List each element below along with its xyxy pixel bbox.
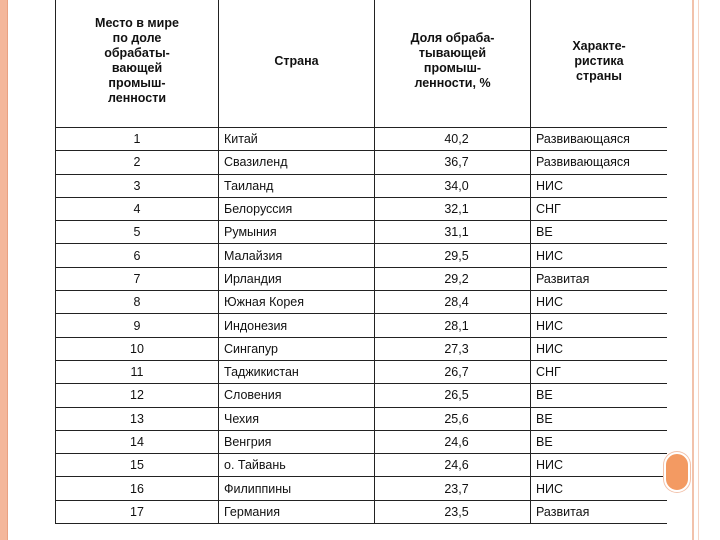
table-header-row — [56, 0, 668, 128]
header-type — [531, 0, 668, 128]
slide-nav-dot[interactable] — [664, 452, 690, 492]
table-row — [56, 337, 668, 360]
cell-country: Германия — [219, 500, 375, 523]
cell-country: Малайзия — [219, 244, 375, 267]
header-type-line: Характе- — [572, 38, 626, 53]
cell-type: ВЕ — [531, 407, 668, 430]
cell-country: Таджикистан — [219, 360, 375, 383]
cell-rank: 4 — [56, 197, 219, 220]
cell-rank: 2 — [56, 151, 219, 174]
cell-rank: 14 — [56, 430, 219, 453]
cell-country: Китай — [219, 128, 375, 151]
cell-share: 23,5 — [375, 500, 531, 523]
cell-country: Венгрия — [219, 430, 375, 453]
table-row — [56, 221, 668, 244]
table-row — [56, 430, 668, 453]
table-body — [56, 128, 668, 524]
cell-country: Южная Корея — [219, 291, 375, 314]
cell-type: НИС — [531, 244, 668, 267]
header-share — [375, 0, 531, 128]
cell-rank: 9 — [56, 314, 219, 337]
header-rank-line: по доле — [112, 31, 162, 45]
cell-country: Филиппины — [219, 477, 375, 500]
header-type-line: ристика — [574, 53, 624, 68]
cell-country: Ирландия — [219, 267, 375, 290]
table-row — [56, 291, 668, 314]
cell-share: 24,6 — [375, 454, 531, 477]
cell-share: 29,2 — [375, 267, 531, 290]
cell-share: 29,5 — [375, 244, 531, 267]
cell-rank: 17 — [56, 500, 219, 523]
cell-rank: 3 — [56, 174, 219, 197]
cell-type: ВЕ — [531, 384, 668, 407]
cell-type: СНГ — [531, 197, 668, 220]
cell-share: 23,7 — [375, 477, 531, 500]
manufacturing-share-table — [55, 0, 667, 524]
cell-country: Таиланд — [219, 174, 375, 197]
table-row — [56, 384, 668, 407]
table-row — [56, 500, 668, 523]
cell-type: НИС — [531, 477, 668, 500]
table-row — [56, 151, 668, 174]
cell-rank: 10 — [56, 337, 219, 360]
cell-share: 31,1 — [375, 221, 531, 244]
cell-rank: 16 — [56, 477, 219, 500]
cell-type: Развивающаяся — [531, 151, 668, 174]
cell-country: Свазиленд — [219, 151, 375, 174]
cell-type: НИС — [531, 174, 668, 197]
cell-rank: 7 — [56, 267, 219, 290]
table-row — [56, 174, 668, 197]
header-rank-line: ленности — [107, 91, 167, 105]
cell-country: Сингапур — [219, 337, 375, 360]
header-country — [219, 0, 375, 128]
cell-type: НИС — [531, 337, 668, 360]
table-row — [56, 197, 668, 220]
cell-type: СНГ — [531, 360, 668, 383]
cell-rank: 13 — [56, 407, 219, 430]
cell-country: Белоруссия — [219, 197, 375, 220]
cell-rank: 6 — [56, 244, 219, 267]
header-rank-line: промыш- — [108, 76, 166, 90]
cell-country: Румыния — [219, 221, 375, 244]
table-container — [55, 0, 667, 530]
table-row — [56, 360, 668, 383]
header-rank — [56, 0, 219, 128]
cell-type: Развитая — [531, 267, 668, 290]
table-row — [56, 454, 668, 477]
cell-country: о. Тайвань — [219, 454, 375, 477]
cell-type: НИС — [531, 454, 668, 477]
header-country-line: Страна — [274, 53, 319, 68]
table-row — [56, 244, 668, 267]
cell-type: НИС — [531, 314, 668, 337]
cell-share: 28,4 — [375, 291, 531, 314]
header-share-line: Доля обраба- — [410, 31, 495, 45]
header-rank-line: вающей — [111, 61, 163, 75]
cell-country: Индонезия — [219, 314, 375, 337]
cell-type: Развивающаяся — [531, 128, 668, 151]
slide-left-border — [0, 0, 8, 540]
cell-type: НИС — [531, 291, 668, 314]
header-share-line: промыш- — [423, 61, 482, 75]
cell-share: 26,5 — [375, 384, 531, 407]
cell-rank: 5 — [56, 221, 219, 244]
cell-share: 32,1 — [375, 197, 531, 220]
table-row — [56, 407, 668, 430]
cell-share: 34,0 — [375, 174, 531, 197]
cell-rank: 11 — [56, 360, 219, 383]
table-row — [56, 314, 668, 337]
table-row — [56, 267, 668, 290]
cell-type: Развитая — [531, 500, 668, 523]
cell-share: 36,7 — [375, 151, 531, 174]
slide-right-border — [692, 0, 720, 540]
cell-type: ВЕ — [531, 221, 668, 244]
cell-share: 24,6 — [375, 430, 531, 453]
cell-share: 27,3 — [375, 337, 531, 360]
cell-share: 25,6 — [375, 407, 531, 430]
cell-rank: 15 — [56, 454, 219, 477]
table-row — [56, 128, 668, 151]
cell-rank: 1 — [56, 128, 219, 151]
header-share-line: тывающей — [418, 46, 487, 60]
table-row — [56, 477, 668, 500]
cell-rank: 12 — [56, 384, 219, 407]
cell-share: 26,7 — [375, 360, 531, 383]
cell-share: 28,1 — [375, 314, 531, 337]
cell-rank: 8 — [56, 291, 219, 314]
cell-country: Чехия — [219, 407, 375, 430]
header-rank-line: обрабаты- — [104, 46, 170, 60]
header-type-line: страны — [576, 68, 622, 83]
cell-type: ВЕ — [531, 430, 668, 453]
header-rank-line: Место в мире — [95, 16, 179, 30]
cell-share: 40,2 — [375, 128, 531, 151]
header-share-line: ленности, % — [414, 76, 491, 90]
cell-country: Словения — [219, 384, 375, 407]
